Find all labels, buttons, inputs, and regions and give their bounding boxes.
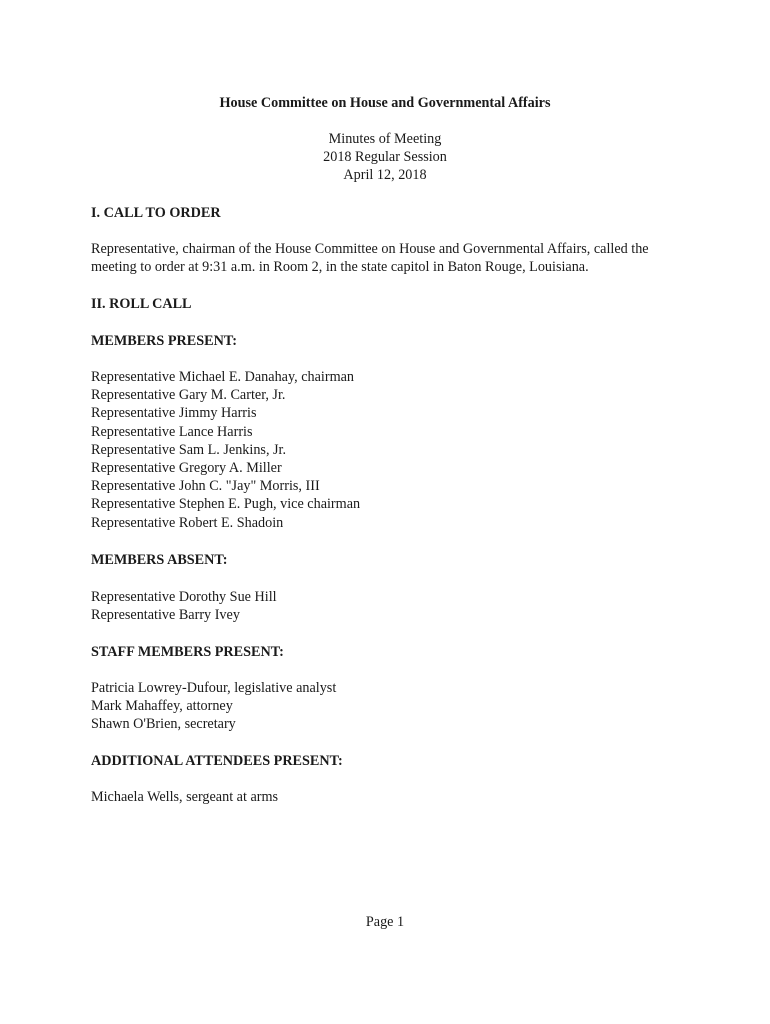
document-subtitle [0, 130, 770, 185]
list-item: Representative Robert E. Shadoin [91, 514, 284, 531]
page-number: Page 1 [365, 914, 405, 930]
list-item: Shawn O'Brien, secretary [91, 716, 236, 733]
document-title: House Committee on House and Governmental Affairs [219, 95, 551, 111]
additional-attendees-heading: ADDITIONAL ATTENDEES PRESENT: [91, 753, 343, 769]
list-item: Representative John C. "Jay" Morris, III [91, 478, 320, 495]
list-item: Representative Gary M. Carter, Jr. [91, 387, 286, 404]
call-to-order-heading: I. CALL TO ORDER [91, 205, 221, 221]
call-to-order-paragraph [91, 240, 691, 276]
additional-attendees-list [91, 788, 691, 806]
subtitle-line: 2018 Regular Session [323, 149, 447, 166]
subtitle-line: Minutes of Meeting [328, 131, 442, 147]
members-absent-list [91, 588, 691, 624]
list-item: Representative Michael E. Danahay, chairman [91, 369, 355, 385]
staff-present-heading: STAFF MEMBERS PRESENT: [91, 644, 284, 660]
list-item: Representative Gregory A. Miller [91, 459, 282, 476]
staff-present-list [91, 679, 691, 734]
members-absent-heading: MEMBERS ABSENT: [91, 552, 228, 568]
members-present-list [91, 368, 691, 532]
list-item: Representative Sam L. Jenkins, Jr. [91, 441, 287, 458]
roll-call-heading: II. ROLL CALL [91, 296, 192, 312]
paragraph-line: Representative, chairman of the House Committee on House and Governmental Affairs, called the [91, 241, 649, 257]
list-item: Representative Dorothy Sue Hill [91, 589, 277, 605]
subtitle-line: April 12, 2018 [343, 167, 427, 184]
members-present-heading: MEMBERS PRESENT: [91, 333, 237, 349]
list-item: Representative Lance Harris [91, 423, 253, 440]
list-item: Representative Stephen E. Pugh, vice chairman [91, 496, 361, 513]
list-item: Representative Jimmy Harris [91, 405, 257, 422]
list-item: Patricia Lowrey-Dufour, legislative analyst [91, 680, 337, 696]
list-item: Mark Mahaffey, attorney [91, 698, 233, 715]
list-item: Michaela Wells, sergeant at arms [91, 789, 279, 805]
paragraph-line: meeting to order at 9:31 a.m. in Room 2, in the state capitol in Baton Rouge, Louisiana. [91, 259, 589, 276]
list-item: Representative Barry Ivey [91, 607, 240, 624]
